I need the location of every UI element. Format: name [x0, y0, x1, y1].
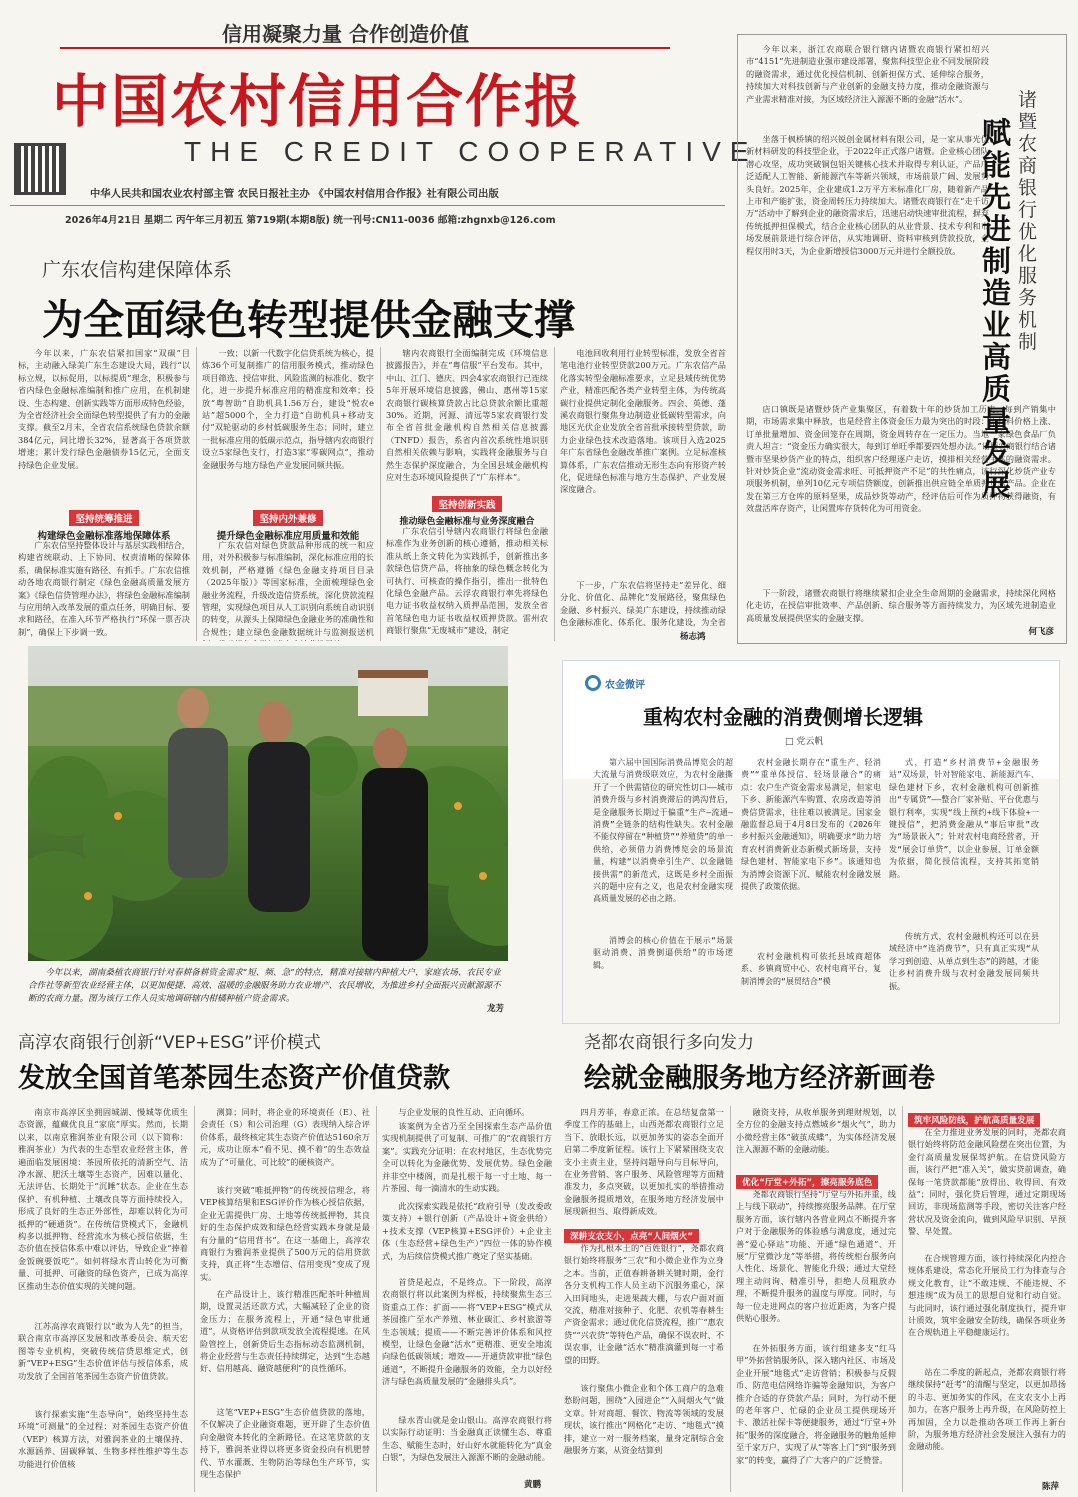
bl-col3e: 绿水青山就是金山银山。高淳农商银行将以实际行动证明：当金融真正读懂生态、尊重生态、赋能生态时，好山好水就能转化为“真金白银”，为绿色发展注入源源不断的金融动能。	[382, 1415, 552, 1463]
commentary-col1: 第六届中国国际消费品博览会的超大流量与消费级联效应，为农村金融撕开了一个供需错位的研究性切口——城市消费升级与乡村消费滞后的鸿沟背后，是金融服务长期过于偏重“生产—流通—消费”全链条的结构性缺失。农村金融不能仅停留在“种植贷”“养殖贷”的单一供给，必须借力消费博览会的场景流量，构建“以消费牵引生产、以金融链接供需”的新范式，这既是乡村全面振兴的题中应有之义，也是农村金融实现高质量发展的必由之路。	[593, 758, 733, 904]
commentary-author: □ 党云帆	[785, 737, 824, 747]
br-kicker: 尧都农商银行多向发力	[584, 1033, 754, 1053]
top-col1-text-b: 广东农信坚持整体设计与基层实践相结合，构建省统联动、上下协同、权责清晰的保障体系，确保标准实施有路径、有抓手。广东农信推动各地农商银行制定《绿色金融高质量发展方案》《绿色信贷管理办法》，将绿色金融标准编制与应用纳入改革发展的重点任务，明确目标、要求和路径，在准入环节严格执行“环保一票否决制”，确保上下步调一致。	[18, 540, 190, 637]
br-tag2	[736, 1170, 896, 1189]
sidebar-vertical-title-small: 诸暨农商银行优化服务机制	[1018, 89, 1038, 353]
photo-block	[28, 646, 508, 1016]
commentary-column-label	[585, 675, 645, 691]
top-col4-text-b: 下一步，广东农信将坚持走“差异化、细分化、价值化、品牌化”发展路径，聚焦绿色金融、乡村振兴、绿美广东建设，持续推动绿色金融标准化、体系化、服务化建设，为全省	[560, 580, 726, 628]
sidebar-text-1: 今年以来，浙江农商联合银行辖内诸暨农商银行紧扣绍兴市“4151”先进制造业强市建设部署，聚焦科技型企业不同发展阶段的融资需求，通过优化授信机制、创新担保方式、延伸综合服务，持续加大对科技创新与产业创新的金融支持力度，推动金融资源与产业需求精准对接，为区域经济注入源源不断的金融“活水”。	[746, 44, 989, 104]
bottom-left-story	[0, 1020, 560, 1497]
br-col1: 四月芳菲，春意正浓。在总结复盘第一季度工作的基础上，山西尧都农商银行立足当下、放眼长远，以更加务实的姿态全面开启第二季度新征程。该行上下紧紧围绕支农支小主责主业，坚持问题导向与目标导向，在业务营销、客户服务、风险管理等方面精准发力，多点突破，以更加扎实的举措推动金融服务提质增效，在服务地方经济发展中展现新担当、取得新成效。	[564, 1107, 724, 1217]
dateline-rule	[10, 205, 725, 206]
commentary-col3b: 传统方式，农村金融机构还可以在县域经济中“连消费节”，只有真正实现“从学习到创造、从单点到生态”的跨越，才能让乡村消费升级与农村金融发展同频共振。	[889, 932, 1039, 991]
top-sub2-title: 提升绿色金融标准应用质量和效能	[216, 531, 360, 542]
slogan-rule	[60, 47, 670, 49]
bottom-right-story	[562, 1020, 1072, 1497]
column-rule	[730, 1106, 731, 1492]
br-col3b: 在合规管理方面，该行持续深化内控合规体系建设，常态化开展员工行为排查与合规文化教育，让“不敢违规、不能违规、不想违规”成为员工的思想自觉和行动自觉。与此同时，该行通过强化制度执行，提升审计质效，筑牢金融安全防线，确保各项业务在合规轨道上平稳健康运行。	[908, 1253, 1066, 1338]
bl-col2c: 在产品设计上，该行精准匹配茶叶种植周期，设置灵活还款方式，大幅减轻了企业的资金压力；在服务流程上，开通“绿色审批通道”，从资格评估到款项发放全流程提速。在风险管控上，创新贷后生态指标动态监测机制，将企业经营与生态责任持续绑定，达到“生态越好、信用越高、融资越便利”的良性循环。	[200, 1289, 370, 1374]
br-tag3	[908, 1108, 1068, 1127]
column-rule	[902, 1106, 903, 1492]
bl-col3b: 该案例为全省乃至全国探索生态产品价值实现机制提供了可复制、可推广的“农商银行方案”。实践充分证明：在农村地区，生态优势完全可以转化为金融优势、发展优势。绿色金融并非空中楼阁，而是扎根于每一寸土地、每一片茶园、每一滴清水的生动实践。	[382, 1121, 552, 1194]
top-sub3-tag: 坚持创新实践	[432, 496, 501, 512]
top-sub3-title: 推动绿色金融标准与业务深度融合	[399, 517, 535, 527]
column-rule	[554, 347, 555, 641]
top-kicker: 广东农信构建保障体系	[42, 259, 233, 281]
column-rule	[376, 1106, 377, 1492]
masthead	[0, 0, 758, 230]
commentary-col1b: 消博会的核心价值在于展示“场景驱动消费、消费倒逼供给”的市场逻辑。	[593, 936, 733, 970]
br-tag3-text: 筑牢风险防线，护航高质量发展	[908, 1113, 1040, 1127]
column-rule	[380, 347, 381, 641]
br-col3c: 站在二季度的新起点，尧都农商银行将继续保持“赶考”的清醒与坚定，以更加昂扬的斗志、更加务实的作风，在支农支小上再加力，在客户服务上再升级，在风险防控上再加固，全力以赴推动各项工作再上新台阶，为服务地方经济社会发展注入强有力的金融动能。	[908, 1367, 1066, 1452]
top-col2-text-a: 一致；以新一代数字化信贷系统为核心，提炼36个可复制推广的信用服务模式，推动绿色项目筛选、授信审批、风险监测的标准化、数字化，进一步提升标准应用的精准度和效率；投放“粤智助”自助机具1.56万台，建设“悦农e站”超5000个，全力打造“自助机具+移动支付”双轮驱动的乡村低碳服务生态；同时，建立一批标准应用的低碳示范点，指导辖内农商银行设立5家绿色支行，打造3家“零碳网点”，推动金融服务与地方绿色产业发展同频共振。	[202, 348, 374, 470]
magnifier-icon	[585, 675, 601, 691]
bl-kicker: 高淳农商银行创新“VEP+ESG”评价模式	[18, 1033, 321, 1053]
bl-col1b: 江苏高淳农商银行以“敢为人先”的担当，联合南京市高淳区发展和改革委员会、航天宏图等专业机构，突破传统信贷思维定式，创新“VEP+ESG”生态价值评估与授信体系，成功发放了全国首笔茶园生态资产价值贷款。	[18, 1321, 188, 1381]
photo-byline: 龙芳	[486, 1004, 504, 1014]
sidebar-text-3: 店口镇既是诸暨炒货产业集聚区，有着数十年的炒货加工历史。每到产销集中期，市场需求集中释放，也是经营主体资金压力最为突出的时段：原材料价格上涨、订单批量增加、资金回笼存在周期，资金周转存在一定压力。当地一家绿色食品厂负责人坦言：“资金压力确实很大，每到订单旺季都要四处想办法。”诸暨农商银行结合诸暨市坚果炒货产业的特点，组织客户经理逐户走访，摸排相关经营主体的融资需求。针对炒货企业“流动资金需求旺、可抵押资产不足”的共性痛点，该行深化炒货产业专项服务机制，单列10亿元专项信贷额度，创新推出供应链全单质押贷款产品。企业在发在第三方仓库的原料坚果，成品炒货等动产，经评估后可作为质押物获得融资，有效盘活库存资产，让闲置库存货转化为可用资金。	[746, 404, 1056, 514]
top-col2-text-b: 广东农信对绿色贷款品种形成的统一和应用，对外积极参与标准编制，深化标准应用的长效机制，严格遵循《绿色金融支持项目目录（2025年版）》等国家标准，全面梳理绿色金融业务流程，升级改造信贷系统，深化贷款流程管理，实现绿色项目从人工识别向系统自动识别的转变，从源头上保障绿色金融业务的准确性和合规性；建立绿色金融数据统计与监测报送机	[202, 540, 374, 637]
top-sub2	[202, 507, 374, 542]
bl-col3d: 首贷是起点，不是终点。下一阶段，高淳农商银行将以此案例为样板，持续聚焦生态三资重点工作：扩面——将“VEP+ESG”模式从茶园推广至水产养殖、林业碳汇、乡村旅游等生态领域；提质——不断完善评价体系和风控模型，让绿色金融“活水”更精准、更安全地流向绿色低碳领域；增效——开通贷款审批“绿色通道”，不断提升金融服务的效能，全力以好经济与绿色高质量发展的“金融排头兵”。	[382, 1277, 552, 1387]
bl-col2b: 该行突破“唯抵押物”的传统授信理念，将VEP核算结果和ESG评价作为核心授信依据，企业无需提供厂房、土地等传统抵押物，其良好的生态保护成效和绿色经营实践本身就是最有分量的“信用背书”。在这一基础上，高淳农商银行为雅润茶业提供了500万元的信用贷款支持，真正将“生态增信、信用变现”变成了现实。	[200, 1185, 370, 1282]
bl-col2d: 这笔“VEP+ESG”生态价值贷款的落地，不仅解决了企业融资难题，更开辟了生态价值向金融资本转化的全新路径。在这笔贷款的支持下，雅润茶业得以将更多资金投向有机肥替代、节水灌溉、生物防治等绿色生产环节，实现生态保护	[200, 1407, 370, 1480]
qr-code-icon	[14, 143, 66, 195]
br-headline: 绘就金融服务地方经济新画卷	[584, 1063, 935, 1094]
bl-col3c: 此次探索实践是依托“政府引导（发改委政策支持）+银行创新（产品设计+资金供给）+技术支撑（VEP核算+ESG评价）+企业主体（生态经营+绿色生产）”四位一体的协作模式，为后续信贷模式推广奠定了坚实基础。	[382, 1201, 552, 1261]
bl-byline: 黄鹏	[524, 1480, 542, 1490]
commentary-col2: 农村金融长期存在“重生产、轻消费”“重单体授信、轻场景融合”的痛点：农户生产资金需求易满足，但家电下乡、新能源汽车购置、农房改造等消费信贷需求，往往难以被满足。国家金融监督总局于4月8日发布的《2026年乡村振兴金融通知》，明确要求“助力培育农村消费新业态新模式新场景，支持绿色建材、智能家电下乡”。该通知也为消博会资源下沉、赋能农村金融发展提供了政策依据。	[741, 758, 881, 892]
photo-caption: 今年以来，湖南桑植农商银行针对春耕备耕资金需求“短、频、急”的特点，精准对接辖内种植大户、家庭农场、农民专业合作社等新型农业经营主体，以更加便捷、高效、温暖的金融服务助力农业增产、农民增收，为推进乡村全面振兴贡献源源不断的农商力量。图为该行工作人员实地调研辖内柑橘种植户资金需求。	[28, 968, 501, 1004]
br-tag2-text: 优化“厅堂+外拓”，擦亮服务底色	[736, 1175, 878, 1189]
commentary-column-text: 农金微评	[605, 679, 645, 691]
bl-col2: 测算；同时，将企业的环境责任（E）、社会责任（S）和公司治理（G）表现纳入综合评价体系，最终核定其生态资产价值达5160余万元，成功让原本“看不见、摸不着”的生态效益成为了“可量化、可比较”的硬核资产。	[200, 1107, 370, 1167]
top-col1-text-a: 今年以来，广东农信紧扣国家“双碳”目标，主动融入绿美广东生态建设大局，践行“以标立规，以标促用，以标提质”理念，积极参与省内绿色金融标准编制和推广应用，在机制建设、生态构建、创新实践等方面形成特色经验，为全省经济社会全面绿色转型提供了有力的金融支撑。截至2月末，全省农信系统绿色贷款余额384亿元，同比增长32%，显著高于各项贷款增速；累计发行绿色金融债券15亿元，全面支持绿色企业发展。	[18, 348, 190, 470]
masthead-dateline: 2026年4月21日 星期二 丙午年三月初五 第719期(本期8版) 统一刊号:CN11-0036 邮箱:zhgnxb@126.com	[65, 215, 556, 226]
top-sub1-title: 构建绿色金融标准落地保障体系	[37, 531, 171, 542]
bl-col3: 与企业发展的良性互动、正向循环。	[398, 1107, 530, 1117]
br-byline: 陈萍	[1042, 1482, 1060, 1492]
sidebar-byline: 何飞彦	[1028, 627, 1054, 637]
top-headline: 为全面绿色转型提供金融支撑	[42, 296, 575, 344]
br-col2: 融资支持，从收单服务到理财规划，以全方位的金融支持点燃城乡“烟火气”，助力小微经营主体“破茧成蝶”，为实体经济发展注入源源不断的金融动能。	[736, 1107, 896, 1155]
top-sub2-tag: 坚持内外兼修	[253, 510, 322, 526]
bl-col1c: 该行探索实施“生态导向”，始终坚持生态环境“可测量”的全过程：对茶园生态资产价值（VEP）核算方法，对雅润茶业的土壤保持、水源涵养、固碳释氧、生物多样性维护等生态功能进行价值核	[18, 1409, 188, 1469]
br-tag1-text: 深耕支农支小，点亮“人间烟火”	[564, 1229, 699, 1243]
br-tag1	[564, 1224, 724, 1243]
sidebar-text-4: 下一阶段，诸暨农商银行将继续紧扣企业全生命周期的金融需求，持续深化网格化走访，在授信审批效率、产品创新、综合服务等方面持续发力，为区域先进制造业高质量发展提供坚实的金融支撑。	[746, 588, 1056, 623]
bl-headline: 发放全国首笔茶园生态资产价值贷款	[18, 1063, 450, 1094]
column-rule	[194, 1106, 195, 1492]
top-sub3	[386, 493, 548, 527]
masthead-english: THE CREDIT COOPERATIVE	[184, 136, 758, 167]
commentary-block	[562, 660, 1060, 1024]
masthead-slogan: 信用凝聚力量 合作创造价值	[222, 22, 469, 46]
sidebar-vertical-title-big: 赋能先进制造业高质量发展	[982, 116, 1012, 502]
commentary-headline: 重构农村金融的消费侧增长逻辑	[643, 705, 923, 729]
top-sub1-tag: 坚持统筹推进	[69, 510, 138, 526]
masthead-title: 中国农村信用合作报	[52, 69, 583, 135]
commentary-col2b: 农村金融机构可依托县域商超体系、乡镇商贸中心、农村电商平台，复制消博会的“展贸结合”模	[741, 952, 881, 986]
br-col1b: 作为扎根本土的“百姓银行”，尧都农商银行始终将服务“三农”和小微企业作为立身之本。当前，正值春耕备耕关键时期，金行各分支机构工作人员主动下沉服务重心，深入田间地头，走进果蔬大棚，与农户面对面交流，精准对接种子、化肥、农机等春耕生产资金需求；通过优化信贷流程，推广“惠农贷”“兴农贷”等特色产品，确保不误农时、不误农事，让金融“活水”精准滴灌到每一寸希望的田野。	[564, 1243, 724, 1365]
top-sub1	[18, 507, 190, 542]
commentary-col3: 式，打造“乡村消费节+金融服务站”双场景，针对智能家电、新能源汽车、绿色建材下乡，农村金融机构可创新推出“专属贷”——整合厂家补贴、平台优惠与银行利率，实现“线上预约+线下体验+一键授信”，把消费金融从“事后审批”改为“场景嵌入”；针对农村电商经营者，开发“展会订单贷”，以企业参展、订单金额为依据，简化授信流程，支持其拓宽销路。	[889, 758, 1039, 879]
top-story	[0, 245, 735, 645]
bl-col1: 南京市高淳区坐拥固城湖、慢城等优质生态资源，蕴藏优良且“家底”厚实。然而，长期以来，以南京雅润茶业有限公司（以下简称：雅润茶业）为代表的生态型农业经营主体，普遍面临发展困境：茶园所依托的清新空气、洁净水源、肥沃土壤等生态资产，因难以量化、无法评估、长期处于“沉睡”状态。企业在生态保护、有机种植、土壤改良等方面持续投入，形成了良好的生态正外部性，却难以转化为可抵押的“硬通货”。在传统信贷模式下，金融机构多以抵押物、经营流水为核心授信依据，生态价值在授信体系中难以评估，导致企业“捧着金饭碗要饭吃”。如何将绿水青山转化为可衡量、可抵押、可融资的绿色资产，已成为高淳区推动生态价值实现的关键问题。	[18, 1107, 188, 1291]
sidebar-story	[737, 34, 1067, 644]
top-col3-text-b: 广东农信引导辖内农商银行将绿色金融标准作为业务创新的核心遵循，推动相关标准从纸上条文转化为实践抓手，创新推出多款绿色信贷产品，将抽象的绿色概念转化为可执行、可核查的操作指引，推出一批特色化绿色金融产品。云浮农商银行率先将绿色电力证书收益权纳入质押品范围，发放全省首笔绿色电力证书收益权质押贷款。雷州农商银行聚焦“无废城市”建设，制定	[386, 526, 548, 636]
br-col1c: 该行聚焦小微企业和个体工商户的急难愁盼问题，围绕“入园进企”“入间烟火气”做文章。针对商超、餐饮、物流等领域的发展现状，该行推出“网格化”走访、“地毯式”摸排，建立一对一服务档案，量身定制综合金融服务方案，从资金结算到	[564, 1383, 724, 1456]
top-col4-text-a: 电池回收利用行业转型标准，发放全省首笔电池行业转型贷款200万元。广东农信产品化落实转型金融标准要求，立足县域传统优势产业，精准匹配各类产业转型主体，为传统高碳行业提供定制化金融服务。四会、英德、蓬溪农商银行聚焦身边制造业低碳转型需求，向地区光伏企业发放全省首批承接转型贷款，助力企业绿色技术改造落地。该项目入选2025年广东省绿色金融改革推广案例。立足标准核算体系，广东农信推动无形生态向有形资产转化，促进绿色标准与地方生态保护、产业发展深度融合。	[560, 348, 726, 495]
br-col2b: 尧都农商银行坚持“厅堂与外拓并重，线上与线下联动”，持续擦亮服务品牌。在厅堂服务方面，该行辖内各营业网点不断提升客户对于金融服务的体验感与满意度，通过完善“爱心驿站”功能、开通“绿色通道”、开展“厅堂微沙龙”等举措，将传统柜台服务向人性化、场景化、智能化升级；通过大堂经理主动问询、精准引导，拒绝人员粗放办理，不断提升服务的温度与厚度。同时，与每一位走进网点的客户拉近距离，为客户提供贴心服务。	[736, 1189, 896, 1324]
column-rule	[196, 347, 197, 641]
sidebar-text-2: 坐落于枫桥镇的绍兴锐创金属材料有限公司，是一家从事光伏新材料研发的科技型企业，于2022年正式落户诸暨。企业核心团队潜心攻坚，成功突破铜包铝关键核心技术并取得专利认证，产品广泛适配人工智能、新能源汽车等新兴领域，市场前景广阔、发展势头良好。2025年，企业建成1.2万平方米标准化厂房，随着新产品上市和产能扩张，资金周转压力持续加大。诸暨农商银行在“走千访万”活动中了解到企业的融资需求后，迅速启动快速审批流程，摒弃传统抵押担保模式，结合企业核心团队的从业背景、技术专利和市场发展前景进行综合评估，从实地调研、资料审核到贷款投放，全程仅用时3天，为企业新增授信3000万元并进行全额投放。	[746, 134, 989, 256]
top-col3-text-a: 辖内农商银行全面编制完成《环境信息披露报告》，并在“粤信服”平台发布。其中，中山、江门、德庆、四会4家农商银行已连续5年开展环境信息披露，佛山、惠州等15家农商银行碳核算贷款占比总贷款余额比重超30%。近期，河源、清远等5家农商银行发布全省首批金融机构自然相关信息披露（TNFD）报告，系省内首次系统性地识别自然相关依赖与影响，实践将金融服务与自然生态保护深度融合，为全国县域金融机构应对生态环境风险提供了“广东样本”。	[386, 348, 548, 483]
top-byline: 杨志鸿	[680, 632, 706, 642]
farm-photo	[28, 646, 508, 961]
br-col2c: 在外拓服务方面，该行组建多支“红马甲”外拓营销服务队，深入辖内社区、市场及企业开展“地毯式”走访营销；积极参与反假币、防范电信网络诈骗等金融知识，为客户推介合适的存贷款产品；同时，为行动不便的老年客户、忙碌的企业员工提供现场开卡、激活社保卡等便捷服务，通过“厅堂+外拓”服务的深度融合，将金融服务的触角延伸至千家万户，实现了从“等客上门”到“服务到家”的转变，赢得了广大客户的广泛赞誉。	[736, 1343, 896, 1465]
br-col3: 在全力推进业务发展的同时，尧都农商银行始终将防范金融风险摆在突出位置，为金行高质量发展保驾护航。在信贷风险方面，该行严把“准入关”，做实贷前调查，确保每一笔贷款都能“放得出、收得回、有效益”；同时，强化贷后管理，通过定期现场回访，非现场监测等手段，密切关注客户经营状况及资金流向，做到风险早识别、早预警、早处置。	[908, 1127, 1066, 1237]
masthead-sponsors: 中华人民共和国农业农村部主管 农民日报社主办 《中国农村信用合作报》社有限公司出版	[90, 188, 499, 200]
